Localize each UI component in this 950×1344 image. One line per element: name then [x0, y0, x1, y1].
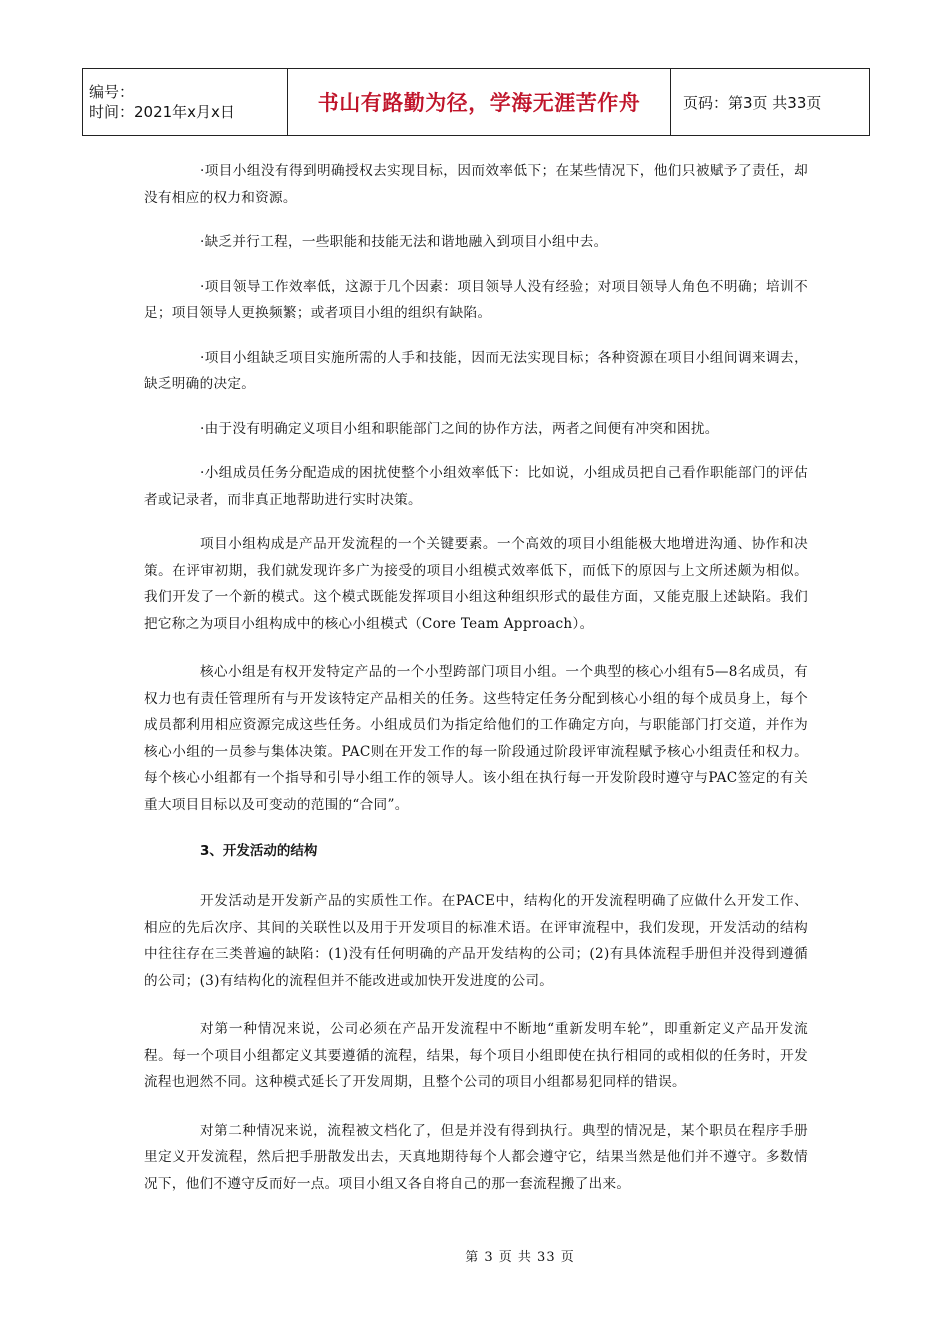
- bullet-paragraph: ·小组成员任务分配造成的困扰使整个小组效率低下：比如说，小组成员把自己看作职能部门的评估者或记录者，而非真正地帮助进行实时决策。: [144, 465, 808, 508]
- bullet-paragraph: ·项目小组缺乏项目实施所需的人手和技能，因而无法实现目标；各种资源在项目小组间调来调去，缺乏明确的决定。: [144, 349, 808, 392]
- page-footer: 第 3 页 共 33 页: [465, 1250, 575, 1265]
- bullet-paragraph: ·项目领导工作效率低，这源于几个因素：项目领导人没有经验；对项目领导人角色不明确；培训不足；项目领导人更换频繁；或者项目小组的组织有缺陷。: [144, 278, 808, 321]
- body-paragraph: 项目小组构成是产品开发流程的一个关键要素。一个高效的项目小组能极大地增进沟通、协作和决策。在评审初期，我们就发现许多广为接受的项目小组模式效率低下，而低下的原因与上文所述颇为相似。我们开发了一个新的模式。这个模式既能发挥项目小组这种组织形式的最佳方面，又能克服上述缺陷。我们把它称之为项目小组构成中的核心小组模式（Core Team Approach）。: [144, 536, 808, 632]
- section-heading: 3、开发活动的结构: [200, 843, 318, 859]
- bullet-paragraph: ·由于没有明确定义项目小组和职能部门之间的协作方法，两者之间便有冲突和困扰。: [200, 420, 719, 437]
- document-number-label: 编号：: [89, 83, 135, 101]
- body-paragraph: 核心小组是有权开发特定产品的一个小型跨部门项目小组。一个典型的核心小组有5—8名成员，有权力也有责任管理所有与开发该特定产品相关的任务。这些特定任务分配到核心小组的每个成员身上，每个成员都利用相应资源完成这些任务。小组成员们为指定给他们的工作确定方向，与职能部门打交道，并作为核心小组的一员参与集体决策。PAC则在开发工作的每一阶段通过阶段评审流程赋予核心小组责任和权力。每个核心小组都有一个指导和引导小组工作的领导人。该小组在执行每一开发阶段时遵守与PAC签定的有关重大项目目标以及可变动的范围的“合同”。: [144, 664, 808, 813]
- header-meta-cell: [83, 69, 288, 136]
- document-date-label: 时间：2021年x月x日: [89, 103, 235, 121]
- header-table: [82, 68, 870, 136]
- document-body: [144, 158, 808, 1219]
- body-paragraph: 对第二种情况来说，流程被文档化了，但是并没有得到执行。典型的情况是，某个职员在程序手册里定义开发流程，然后把手册散发出去，天真地期待每个人都会遵守它，结果当然是他们并不遵守。多数情况下，他们不遵守反而好一点。项目小组又各自将自己的那一套流程搬了出来。: [144, 1122, 808, 1192]
- body-paragraph: 开发活动是开发新产品的实质性工作。在PACE中，结构化的开发流程明确了应做什么开发工作、相应的先后次序、其间的关联性以及用于开发项目的标准术语。在评审流程中，我们发现，开发活动的结构中往往存在三类普遍的缺陷：(1)没有任何明确的产品开发结构的公司；(2)有具体流程手册但并没得到遵循的公司；(3)有结构化的流程但并不能改进或加快开发进度的公司。: [144, 893, 808, 989]
- header-page-number: 页码：第3页 共33页: [671, 69, 870, 136]
- bullet-paragraph: ·项目小组没有得到明确授权去实现目标，因而效率低下；在某些情况下，他们只被赋予了责任，却没有相应的权力和资源。: [144, 163, 808, 206]
- bullet-paragraph: ·缺乏并行工程，一些职能和技能无法和谐地融入到项目小组中去。: [200, 234, 608, 250]
- body-paragraph: 对第一种情况来说，公司必须在产品开发流程中不断地“重新发明车轮”，即重新定义产品开发流程。每一个项目小组都定义其要遵循的流程，结果，每个项目小组即使在执行相同的或相似的任务时，开发流程也迥然不同。这种模式延长了开发周期，且整个公司的项目小组都易犯同样的错误。: [144, 1021, 808, 1090]
- header-motto: 书山有路勤为径，学海无涯苦作舟: [288, 69, 671, 136]
